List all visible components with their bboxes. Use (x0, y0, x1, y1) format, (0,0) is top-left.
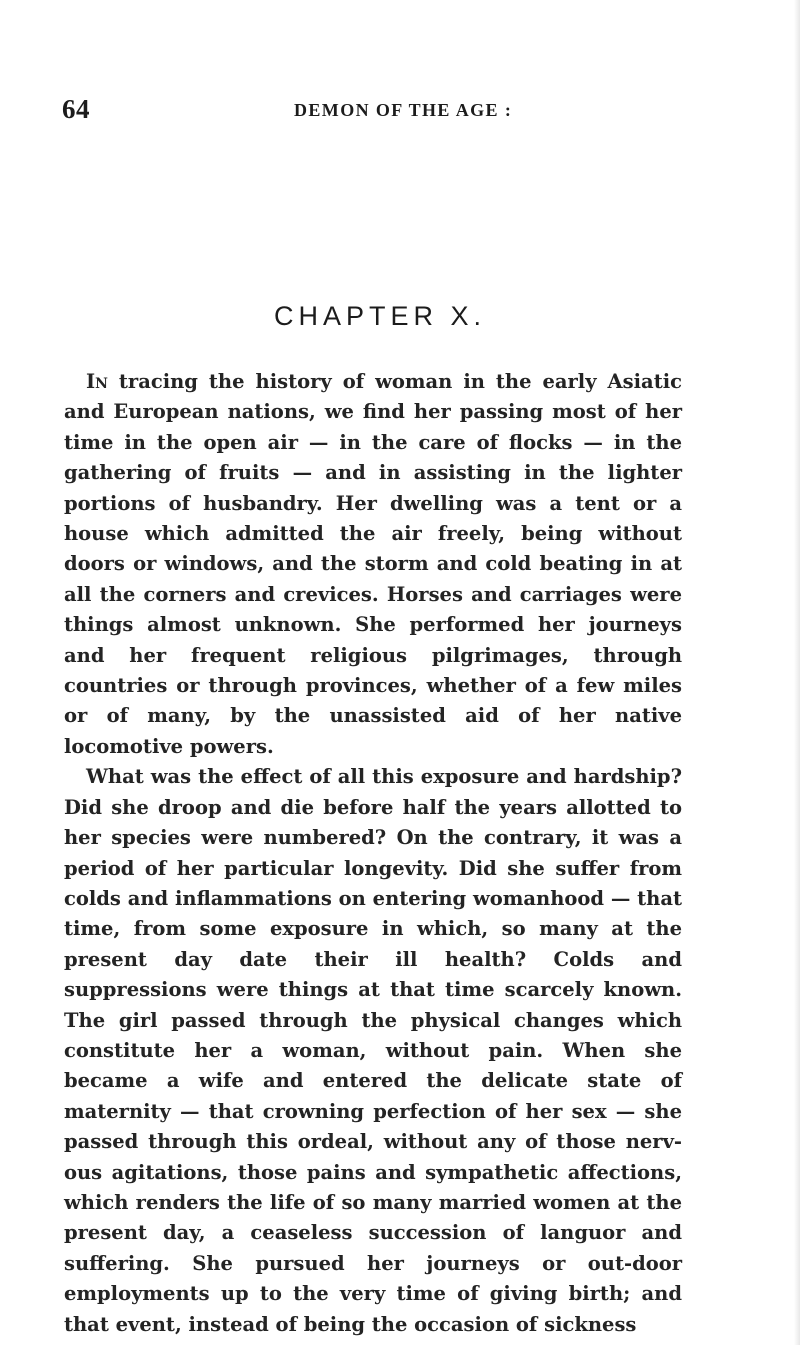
paragraph-1-lead-word: In (86, 370, 108, 393)
running-head (62, 94, 680, 124)
paragraph-1-text: tracing the history of woman in the early Asiatic and European nations, we find her passing most of her time in the open air — in the care of flocks — in the gathering of fruits — and in assisting in the lighter portions of husbandry. Her dwelling was a tent or a house which admitted the air freely, being without doors or windows, and the storm and cold beating in at all the corners and crevices. Horses and carriages were things almost unknown. She performed her journeys and her frequent religious pilgrimages, through countries or through provinces, whether of a few miles or of many, by the unassisted aid of her native locomotive powers. (64, 370, 682, 758)
paragraph-2: What was the effect of all this exposure and hardship? Did she droop and die before half the years allotted to her species were numbered? On the contrary, it was a period of her particular longevity. Did she suffer from colds and inflammations on entering womanhood — that time, from some exposure in which, so many at the present day date their ill health? Colds and suppressions were things at that time scarcely known. The girl passed through the physical changes which constitute her a woman, without pain. When she became a wife and entered the delicate state of maternity — that crowning perfection of her sex — she passed through this ordeal, without any of those nervous agitations, those pains and sympathetic affections, which renders the life of so many married women at the present day, a ceaseless succession of languor and suffering. She pursued her journeys or out-door employments up to the very time of giving birth; and that event, instead of being the occasion of sickness (64, 765, 682, 1336)
page-number: 64 (62, 94, 90, 124)
paragraph-1 (64, 367, 682, 762)
running-title: DEMON OF THE AGE : (294, 100, 513, 120)
scan-edge-shadow (794, 0, 800, 1345)
chapter-heading: CHAPTER X. (273, 301, 487, 331)
chapter-body (64, 367, 682, 1340)
